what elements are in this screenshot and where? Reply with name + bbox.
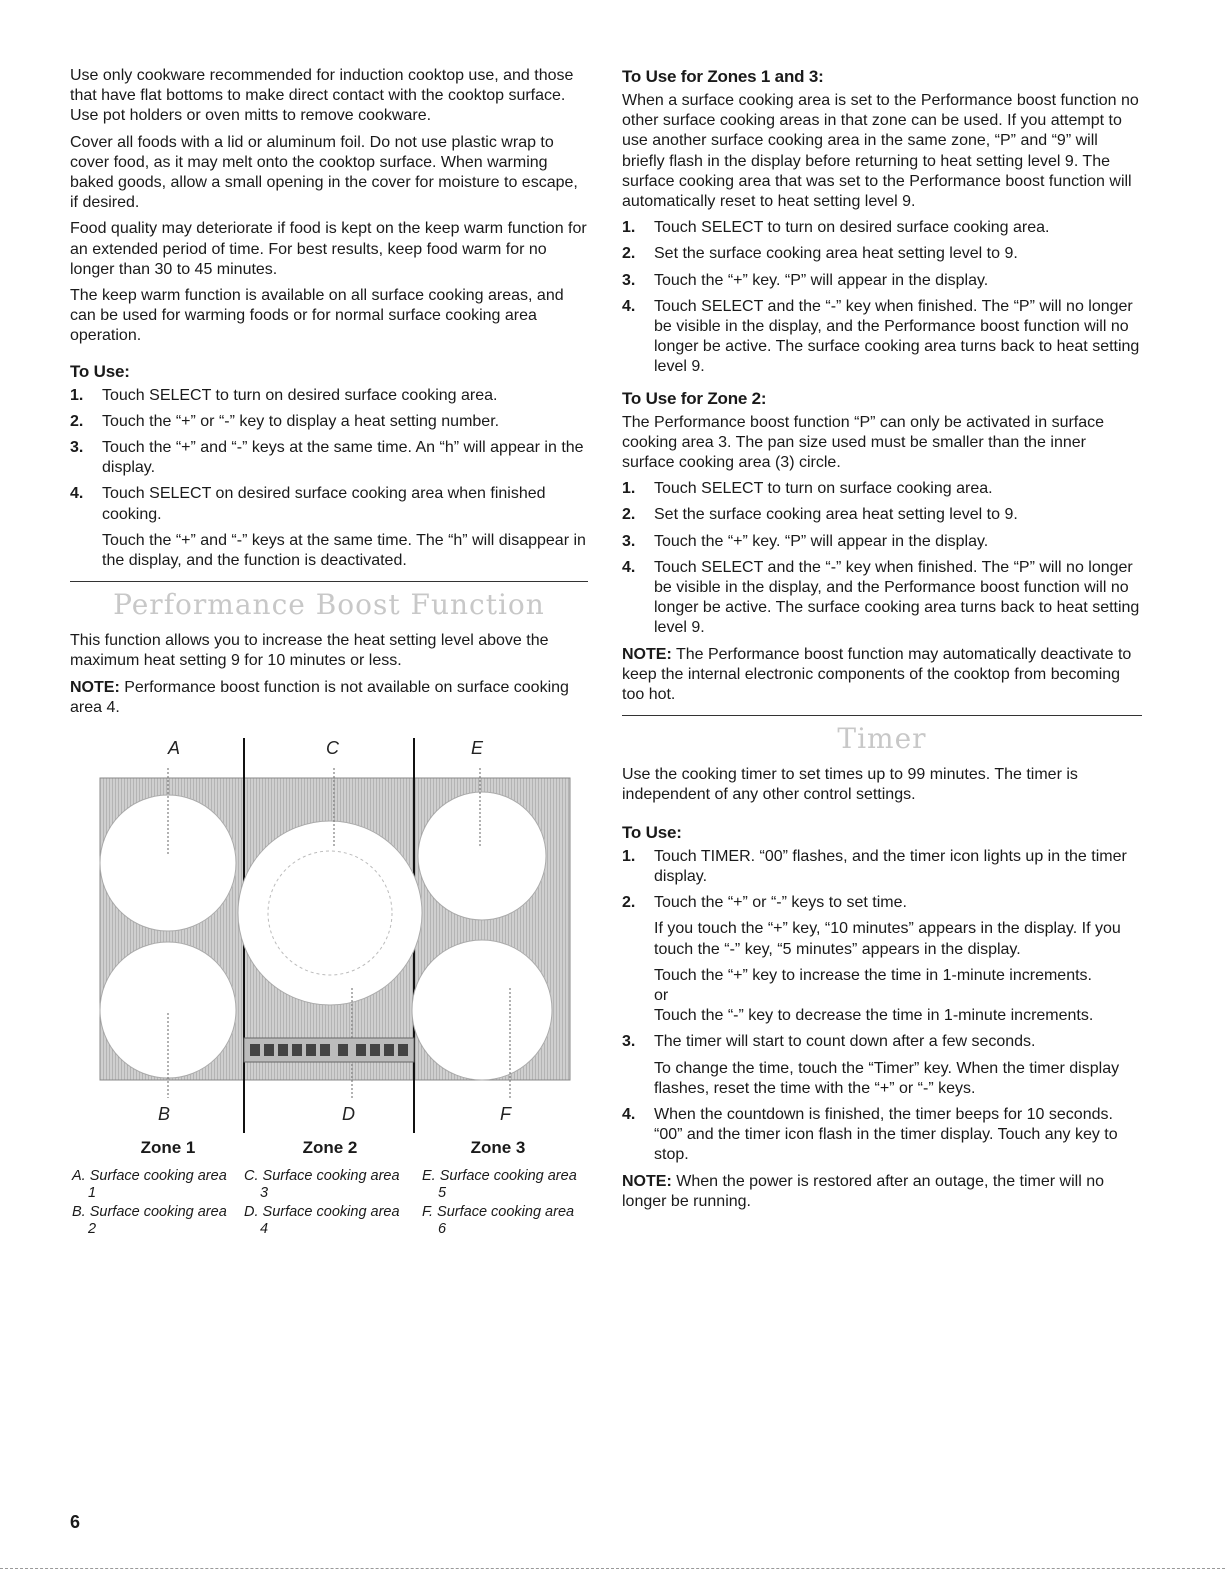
- zones-1-3-text: When a surface cooking area is set to the Performance boost function no other surface cooking areas in that zone can be used. If you attempt to use another surface cooking area in the same zone, “P” and “9” will briefly flash in the display before returning to heat setting level 9. The surface cooking area that was set to the Performance boost function will automatically reset to heat setting level 9.: [622, 92, 1139, 211]
- intro-paragraph-3: Food quality may deteriorate if food is kept on the keep warm function for an extended period of time. For best results, keep food warm for no longer than 30 to 45 minutes.: [70, 220, 587, 278]
- list-item: 4. When the countdown is finished, the timer beeps for 10 seconds. “00” and the timer icon flash in the timer display. Touch any key to stop.: [622, 1105, 1118, 1164]
- list-item: 3. Touch the “+” and “-” keys at the same time. An “h” will appear in the display.: [70, 439, 584, 477]
- performance-boost-title: Performance Boost Function: [113, 588, 545, 622]
- list-item: 3. Touch the “+” key. “P” will appear in the display.: [622, 532, 989, 550]
- to-use-heading: To Use:: [70, 361, 130, 381]
- intro-paragraph-4: The keep warm function is available on all surface cooking areas, and can be used for warming foods or for normal surface cooking area operation.: [70, 287, 564, 345]
- section-divider: [70, 581, 588, 582]
- zone-2-steps: [622, 479, 1142, 638]
- to-use-steps: [70, 386, 588, 572]
- label-c: C: [326, 738, 339, 758]
- legend-zone-2: C. Surface cooking area 3 D. Surface cooking area 4: [244, 1168, 400, 1237]
- left-column: [70, 66, 588, 724]
- zone-2-heading: To Use for Zone 2:: [622, 388, 767, 408]
- timer-to-use-heading: To Use:: [622, 822, 682, 842]
- right-column: [622, 66, 1142, 1218]
- legend-zone-3: E. Surface cooking area 5 F. Surface cooking area 6: [422, 1168, 577, 1237]
- list-item: 4. Touch SELECT on desired surface cooking area when finished cooking. Touch the “+” and “-” keys at the same time. The “h” will disappear in the display, and the function is deactivated.: [70, 485, 586, 570]
- label-b: B: [158, 1104, 171, 1124]
- performance-description: This function allows you to increase the heat setting level above the maximum heat setting 9 for 10 minutes or less.: [70, 632, 549, 670]
- list-item: 2. Set the surface cooking area heat setting level to 9.: [622, 245, 1018, 263]
- legend-zone-1: A. Surface cooking area 1 B. Surface cooking area 2: [72, 1168, 227, 1237]
- zone-2-label: Zone 2: [302, 1138, 358, 1157]
- cooktop-illustration: [70, 738, 590, 1138]
- list-item: 3. Touch the “+” key. “P” will appear in the display.: [622, 271, 989, 289]
- label-a: A: [168, 738, 181, 758]
- burner-area-1: [100, 795, 236, 931]
- performance-note: NOTE: Performance boost function is not available on surface cooking area 4.: [70, 678, 569, 716]
- zones-1-3-heading: To Use for Zones 1 and 3:: [622, 67, 824, 86]
- intro-paragraph-2: Cover all foods with a lid or aluminum foil. Do not use plastic wrap to cover food, as it may melt onto the cooktop surface. When warming baked goods, allow a small opening in the cover for moisture to escape, if desired.: [70, 133, 578, 212]
- burner-area-5: [418, 792, 546, 920]
- burner-area-6: [412, 940, 552, 1080]
- list-item: 2. Touch the “+” or “-” key to display a heat setting number.: [70, 412, 500, 430]
- bottom-divider: [0, 1568, 1225, 1569]
- zone-2-text: The Performance boost function “P” can only be activated in surface cooking area 3. The pan size used must be smaller than the inner surface cooking area (3) circle.: [622, 413, 1105, 472]
- burner-area-3: [238, 821, 422, 1005]
- label-e: E: [471, 738, 484, 758]
- list-item: 2. Set the surface cooking area heat setting level to 9.: [622, 506, 1018, 524]
- timer-note: NOTE: When the power is restored after an outage, the timer will no longer be running.: [622, 1172, 1104, 1210]
- timer-description: Use the cooking timer to set times up to 99 minutes. The timer is independent of any other control settings.: [622, 766, 1078, 804]
- list-item: 1. Touch SELECT to turn on desired surface cooking area.: [622, 219, 1050, 237]
- timer-title: Timer: [837, 722, 927, 756]
- zone-1-label: Zone 1: [140, 1138, 196, 1157]
- intro-paragraph-1: Use only cookware recommended for induction cooktop use, and those that have flat bottoms to make direct contact with the cooktop surface. Use pot holders or oven mitts to remove cookware.: [70, 67, 574, 125]
- page-number: 6: [70, 1512, 81, 1532]
- list-item: 1. Touch TIMER. “00” flashes, and the timer icon lights up in the timer display.: [622, 847, 1127, 885]
- label-f: F: [500, 1104, 511, 1124]
- list-item: 4. Touch SELECT and the “-” key when finished. The “P” will no longer be visible in the display, and the Performance boost function will no longer be active. The surface cooking area turns back to heat setting level 9.: [622, 558, 1140, 637]
- timer-steps: [622, 847, 1142, 1166]
- section-divider: [622, 715, 1142, 716]
- label-d: D: [342, 1104, 355, 1124]
- list-item: 4. Touch SELECT and the “-” key when finished. The “P” will no longer be visible in the display, and the Performance boost function will no longer be active. The surface cooking area turns back to heat setting level 9.: [622, 297, 1140, 376]
- list-item: 3. The timer will start to count down after a few seconds. To change the time, touch the “Timer” key. When the timer display flashes, reset the time with the “+” or “-” keys.: [622, 1033, 1120, 1097]
- list-item: 1. Touch SELECT to turn on desired surface cooking area.: [70, 386, 498, 404]
- list-item: 2. Touch the “+” or “-” keys to set time. If you touch the “+” key, “10 minutes” appears in the display. If you touch the “-” key, “5 minutes” appears in the display. Touch the “+” key to increase the time in 1-minute increments. or Touch the “-” key to decrease the time in 1-minute increments.: [622, 894, 1121, 1025]
- zone-2-note: NOTE: The Performance boost function may automatically deactivate to keep the internal electronic components of the cooktop from becoming too hot.: [622, 645, 1132, 704]
- zones-1-3-steps: [622, 218, 1142, 377]
- zone-3-label: Zone 3: [470, 1138, 526, 1157]
- cooktop-diagram: [70, 738, 590, 1248]
- list-item: 1. Touch SELECT to turn on surface cooking area.: [622, 480, 993, 498]
